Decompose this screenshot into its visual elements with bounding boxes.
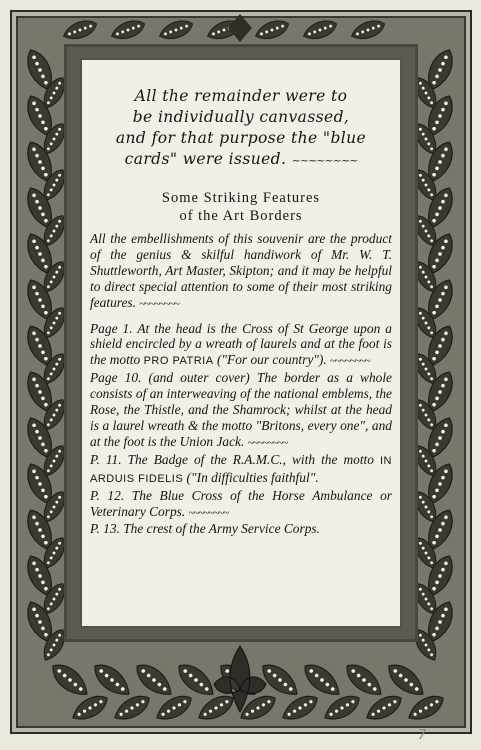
motto-in-arduis-fidelis: IN ARDUIS FIDELIS [90, 454, 392, 485]
leaf-icon [253, 17, 291, 44]
flourish: ~~~~~~~~ [247, 436, 288, 449]
leaf-icon [278, 690, 321, 725]
leaf-icon [299, 658, 345, 701]
intro-line-4: cards" were issued. [124, 150, 287, 168]
paragraph-page-10 [90, 370, 392, 452]
paragraph-embellishments [90, 231, 392, 313]
intro-line-3: and for that purpose the "blue [115, 129, 367, 147]
leaf-icon [173, 658, 219, 701]
motto-translation-2: ("In difficulties faithful". [186, 469, 319, 485]
flourish: ~~~~~~~~ [139, 297, 179, 310]
leaf-icon [383, 658, 429, 701]
section-heading [90, 189, 392, 225]
leaf-icon [257, 658, 303, 701]
paragraph-page-12 [90, 488, 392, 522]
leaf-icon [320, 690, 363, 725]
leaf-icon [157, 17, 195, 44]
page-1-text: Page 1. At the head is the Cross of St George upon a shield encircled by a wreath of laurels and at the foot is the motto [90, 320, 392, 368]
leaf-icon [109, 17, 147, 44]
paragraph-page-11 [90, 452, 392, 488]
intro-text [90, 86, 392, 171]
heading-line-1: Some Striking Features [161, 190, 321, 206]
page-13-text: P. 13. The crest of the Army Service Corps. [90, 521, 320, 537]
lozenge-icon [228, 14, 252, 42]
paragraph-page-1 [90, 321, 392, 371]
leaf-icon [349, 17, 387, 44]
paragraph-page-13 [90, 521, 392, 537]
intro-line-1: All the remainder were to [134, 87, 348, 105]
leaf-icon [341, 658, 387, 701]
leaf-icon [404, 690, 447, 725]
leaf-icon [301, 17, 339, 44]
motto-pro-patria: PRO PATRIA [143, 355, 214, 368]
page-12-text: P. 12. The Blue Cross of the Horse Ambulance or Veterinary Corps. [90, 487, 392, 519]
leaf-icon [131, 658, 177, 701]
leaf-icon [89, 658, 135, 701]
flourish: ~~~~~~~~ [330, 355, 370, 368]
motto-translation: ("For our country"). [216, 352, 327, 368]
leaf-icon [152, 690, 195, 725]
page-10-text: Page 10. (and outer cover) The border as a whole consists of an interweaving of the national emblems, the Rose, the Thistle, and the Shamrock; whilst at the head is a laurel wreath & the motto "Britons, every one", and at the foot is the Union Jack. [90, 370, 392, 449]
leaf-icon [194, 690, 237, 725]
leaf-icon [47, 658, 93, 701]
text-block [90, 86, 392, 537]
leaf-icon [362, 690, 405, 725]
flourish: ~~~~~~~~ [188, 506, 229, 519]
intro-line-2: be individually canvassed, [132, 108, 350, 126]
page-11-text: P. 11. The Badge of the R.A.M.C., with the motto [90, 451, 374, 467]
heading-line-2: of the Art Borders [179, 208, 303, 224]
flourish: ~~~~~~~~ [291, 154, 358, 167]
leaf-icon [110, 690, 153, 725]
leaf-icon [68, 690, 111, 725]
corner-mark: 7 [418, 728, 427, 743]
paragraph-embellishments-text: All the embellishments of this souvenir are the product of the genius & skilful handiwork of Mr. W. T. Shuttleworth, Art Master, Skipton; and it may be helpful to direct special attention to some of their most striking features. [90, 231, 392, 310]
leaf-icon [61, 17, 99, 44]
